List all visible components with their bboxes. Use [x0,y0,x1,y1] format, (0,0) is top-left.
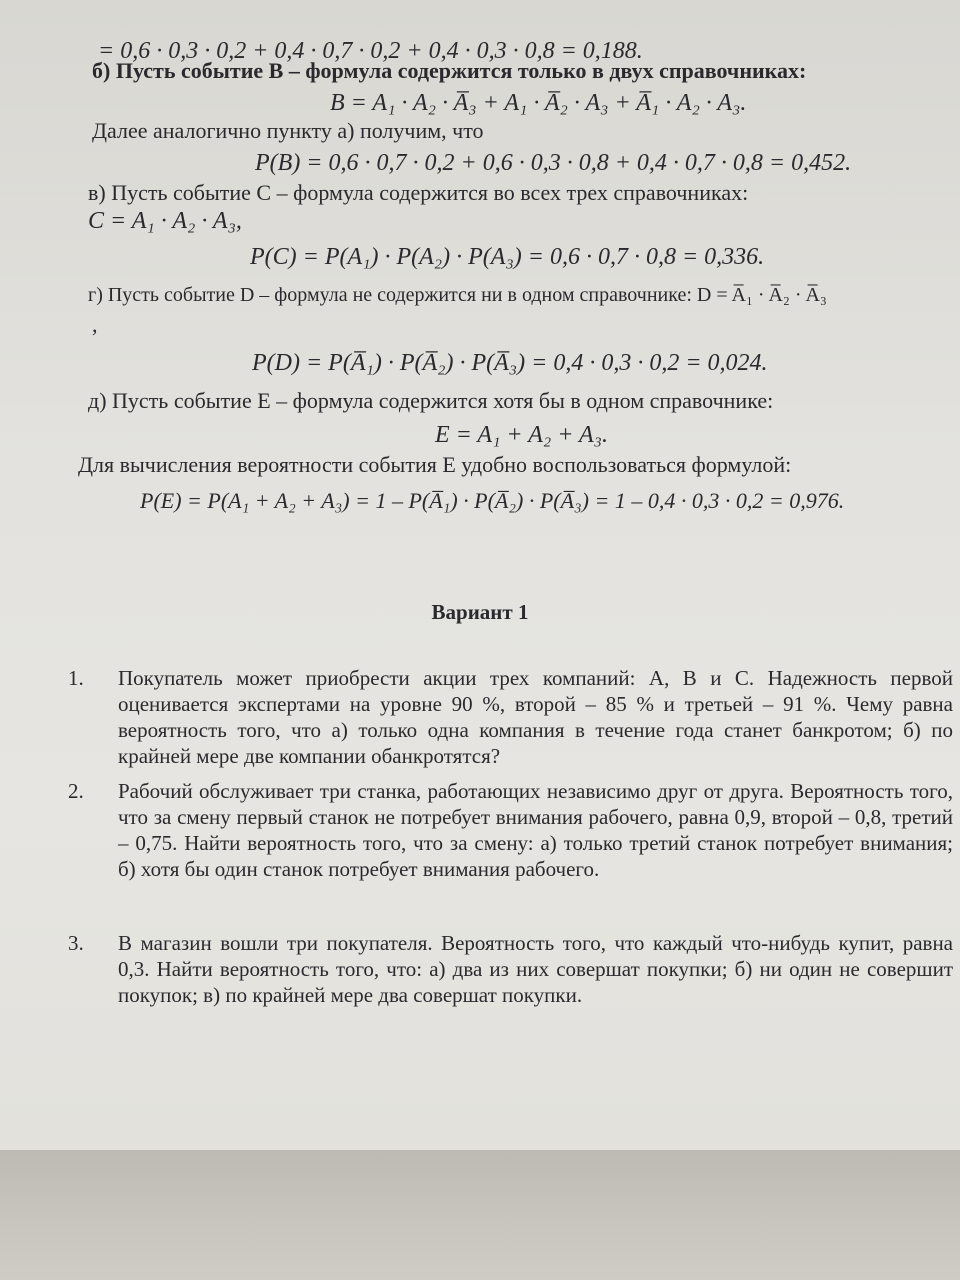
task-text: Рабочий обслуживает три станка, работающих независимо друг от друга. Вероятность того, что за смену первый станок не потребует внимания рабочего, равна 0,9, второй – 0,8, третий – 0,75. Найти вероятность того, что за смену: а) только третий станок потребует внимания; б) хотя бы один станок потребует внимания рабочего. [118,779,953,881]
formula-line: B = A₁ · A₂ · A̅₃ + A₁ · A̅₂ · A₃ + A̅₁ · A₂ · A₃. [330,90,747,116]
task-item [58,778,953,882]
text-line: в) Пусть событие C – формула содержится во всех трех справочниках: [88,180,749,205]
task-text: Покупатель может приобрести акции трех компаний: A, B и C. Надежность первой оценивается экспертами на уровне 90 %, второй – 85 % и третьей – 91 %. Чему равна вероятность того, что а) только одна компания в течение года станет банкротом; б) по крайней мере две компании обанкротятся? [118,666,953,768]
desk-surface [0,1150,960,1280]
formula-line: = 0,6 · 0,3 · 0,2 + 0,4 · 0,7 · 0,2 + 0,4 · 0,3 · 0,8 = 0,188. [98,38,643,64]
text-line: г) Пусть событие D – формула не содержится ни в одном справочнике: D = A̅₁ · A̅₂ · A̅₃ [88,284,827,306]
task-number: 3. [68,931,84,955]
text-line: Далее аналогично пункту а) получим, что [92,118,484,143]
task-item [58,665,953,769]
text-line: Для вычисления вероятности события E удобно воспользоваться формулой: [78,452,792,477]
text-line: , [92,312,98,337]
formula-line: C = A₁ · A₂ · A₃, [88,208,242,234]
formula-line: P(C) = P(A₁) · P(A₂) · P(A₃) = 0,6 · 0,7 · 0,8 = 0,336. [250,244,765,270]
task-number: 2. [68,779,84,803]
text-line: б) Пусть событие B – формула содержится только в двух справочниках: [92,58,807,83]
formula-line: P(D) = P(A̅₁) · P(A̅₂) · P(A̅₃) = 0,4 · 0,3 · 0,2 = 0,024. [252,350,768,376]
text-line: д) Пусть событие E – формула содержится хотя бы в одном справочнике: [88,388,774,413]
formula-line: P(B) = 0,6 · 0,7 · 0,2 + 0,6 · 0,3 · 0,8 + 0,4 · 0,7 · 0,8 = 0,452. [255,150,852,176]
task-text: В магазин вошли три покупателя. Вероятность того, что каждый что-нибудь купит, равна 0,3. Найти вероятность того, что: а) два из них совершат покупки; б) ни один не совершит покупок; в) по крайней мере два совершат покупки. [118,931,953,1007]
formula-line: E = A₁ + A₂ + A₃. [435,422,608,448]
task-number: 1. [68,666,84,690]
variant-title: Вариант 1 [431,600,529,624]
task-item [58,930,953,1008]
formula-line: P(E) = P(A₁ + A₂ + A₃) = 1 – P(A̅₁) · P(A̅₂) · P(A̅₃) = 1 – 0,4 · 0,3 · 0,2 = 0,976. [140,488,845,513]
